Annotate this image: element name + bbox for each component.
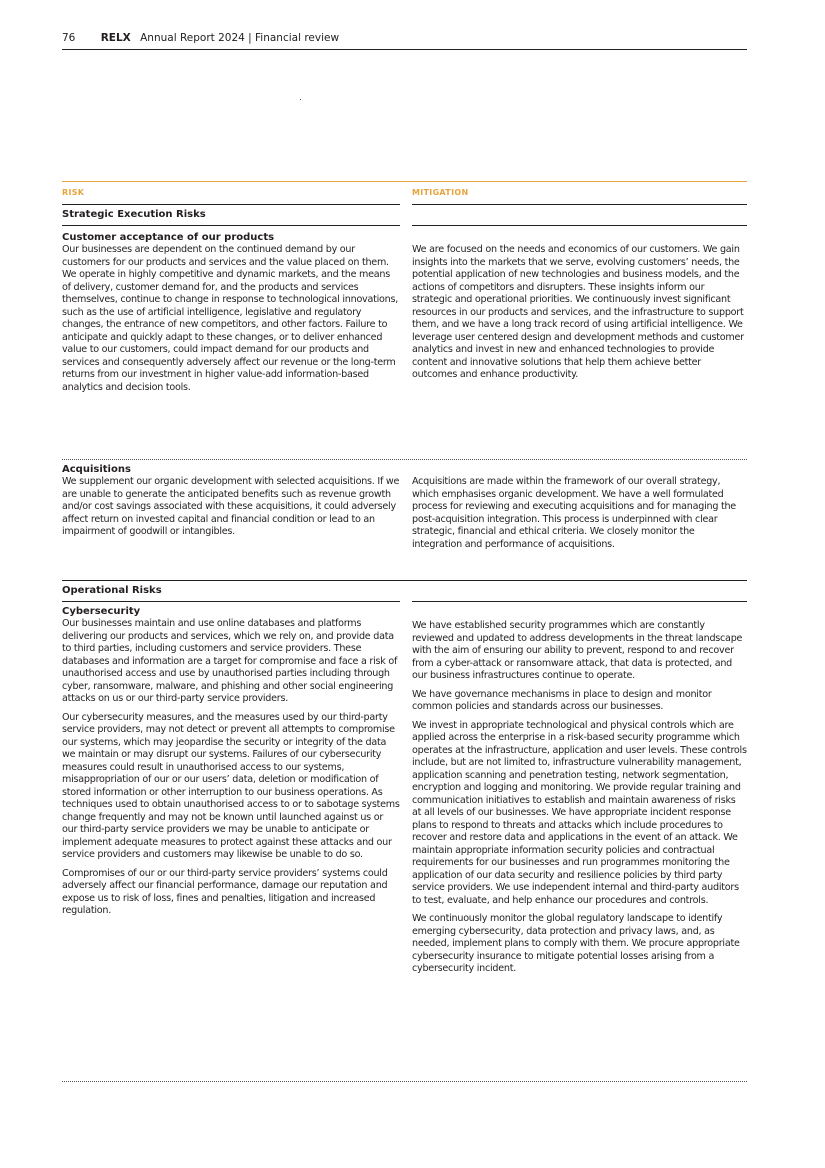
section-title-spacer	[412, 205, 747, 226]
risk-table	[62, 181, 747, 1082]
report-title: Annual Report 2024 | Financial review	[140, 32, 340, 44]
section-header-row	[62, 205, 747, 226]
risk-cell	[62, 460, 400, 580]
risk-cell	[62, 226, 400, 459]
mitigation-text: We are focused on the needs and economics of our customers. We gain insights into the markets that we serve, evolving customers’ needs, the potential application of new technologies and business models, and the actions of competitors and disrupters. These insights inform our strategic and operational priorities. We continuously invest significant resources in our products and services, and the infrastructure to support them, and we have a long track record of using artificial intelligence. We leverage user centered design and development methods and customer analytics and invest in new and enhanced technologies to provide content and innovative solutions that help them achieve better outcomes and enhance productivity.	[412, 244, 744, 380]
mitigation-cell	[412, 460, 747, 580]
mitigation-cell	[412, 602, 747, 1081]
mitigation-text: We invest in appropriate technological and physical controls which are applied across the enterprise in a risk-based security programme which operates at the infrastructure, application and user levels. These controls include, but are not limited to, infrastructure vulnerability management, application scanning and penetration testing, network segmentation, encryption and logging and monitoring. We provide regular training and communication initiatives to establish and maintain awareness of risks at all levels of our businesses. We have appropriate incident response plans to respond to threats and attacks which include procedures to recover and restore data and applications in the event of an attack. We maintain appropriate information security policies and contractual requirements for our businesses and run programmes monitoring the application of our data security and resilience policies by third party service providers. We use independent internal and third-party auditors to test, evaluate, and help enhance our procedures and controls.	[412, 719, 747, 906]
risk-row	[62, 460, 747, 581]
brand-name: RELX	[100, 32, 131, 44]
risk-cell	[62, 602, 400, 1081]
risk-text: Our businesses maintain and use online databases and platforms delivering our products and services, which we rely on, and provide data to third parties, including customers and service providers. These databases and information are a target for compromise and face a risk of unauthorised access and use by unauthorised parties including through cyber, ransomware, malware, and phishing and other social engineering attacks on us or our third-party service providers.	[62, 618, 398, 704]
risk-name: Acquisitions	[62, 464, 131, 475]
risk-row	[62, 602, 747, 1082]
stray-mark	[300, 99, 301, 100]
risk-text: Our businesses are dependent on the continued demand by our customers for our products and services and the value placed on them. We operate in highly competitive and dynamic markets, and the means of delivery, customer demand for, and the products and services themselves, continue to change in response to technological innovations, such as the use of artificial intelligence, legislative and regulatory changes, the entrance of new competitors, and other factors. Failure to anticipate and quickly adapt to these changes, or to deliver enhanced value to our customers, could impact demand for our products and services and consequently adversely affect our revenue or the long-term returns from our investment in higher value-add information-based analytics and decision tools.	[62, 244, 399, 393]
risk-text: Compromises of our or our third-party service providers’ systems could adversely affect our financial performance, damage our reputation and expose us to risk of loss, fines and penalties, litigation and increased regulation.	[62, 867, 388, 916]
section-title: Strategic Execution Risks	[62, 205, 400, 226]
mitigation-text: We have governance mechanisms in place to design and monitor common policies and standards across our businesses.	[412, 688, 712, 712]
risk-column-header: RISK	[62, 182, 400, 205]
section-header-row	[62, 581, 747, 602]
mitigation-text: We have established security programmes which are constantly reviewed and updated to address developments in the threat landscape with the aim of ensuring our ability to prevent, respond to and recover from a cyber-attack or ransomware attack, that data is protected, and our business infrastructures continue to operate.	[412, 620, 743, 681]
section-title-spacer	[412, 581, 747, 602]
table-header-row	[62, 182, 747, 205]
page-number: 76	[62, 32, 76, 44]
risk-row	[62, 226, 747, 460]
risk-text: We supplement our organic development with selected acquisitions. If we are unable to generate the anticipated benefits such as revenue growth and/or cost savings associated with these acquisitions, it could adversely affect return on invested capital and financial condition or lead to an impairment of goodwill or intangibles.	[62, 476, 400, 537]
page-header	[62, 31, 747, 50]
mitigation-column-header: MITIGATION	[412, 182, 747, 205]
risk-name: Cybersecurity	[62, 606, 141, 617]
risk-text: Our cybersecurity measures, and the measures used by our third-party service providers, may not detect or prevent all attempts to compromise our systems, which may jeopardise the security or integrity of the data we maintain or may disrupt our systems. Failures of our cybersecurity measures could result in unauthorised access to our systems, misappropriation of our or our users’ data, deletion or modification of stored information or other interruption to our business operations. As techniques used to obtain unauthorised access to or to sabotage systems change frequently and may not be known until launched against us or our third-party service providers we may be unable to anticipate or implement adequate measures to protect against these attacks and our service providers and customers may likewise be unable to do so.	[62, 711, 400, 860]
mitigation-cell	[412, 226, 747, 459]
risk-name: Customer acceptance of our products	[62, 232, 275, 243]
mitigation-text: We continuously monitor the global regulatory landscape to identify emerging cybersecurity, data protection and privacy laws, and, as needed, implement plans to comply with them. We procure appropriate cybersecurity insurance to mitigate potential losses arising from a cybersecurity incident.	[412, 913, 740, 974]
section-title: Operational Risks	[62, 581, 400, 602]
mitigation-text: Acquisitions are made within the framework of our overall strategy, which emphasises organic development. We have a well formulated process for reviewing and executing acquisitions and for managing the post-acquisition integration. This process is underpinned with clear strategic, financial and ethical criteria. We closely monitor the integration and performance of acquisitions.	[412, 476, 736, 550]
